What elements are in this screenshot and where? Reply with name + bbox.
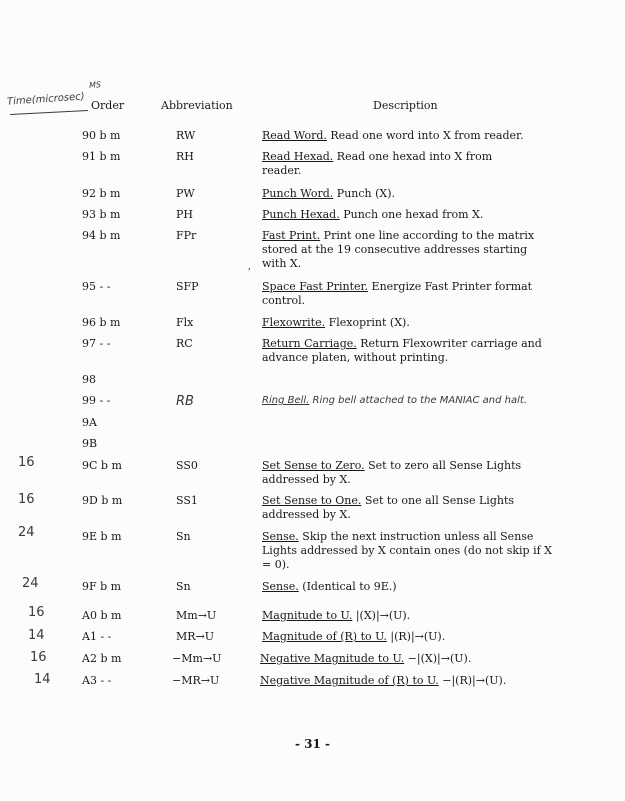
description — [262, 394, 602, 408]
abbreviation: −Mm→U — [172, 652, 222, 665]
description-text: Read one hexad into X from reader. — [262, 150, 493, 177]
description-title: Space Fast Printer. — [262, 280, 369, 293]
description — [260, 652, 560, 666]
abbreviation: −MR→U — [172, 674, 220, 687]
description — [262, 580, 562, 594]
description-text: Set to zero all Sense Lights addressed by X. — [262, 459, 522, 486]
description — [262, 208, 562, 222]
abbreviation: FPr — [176, 229, 197, 242]
description-text: |(R)|→(U). — [386, 630, 446, 643]
description — [262, 280, 537, 308]
stray-mark: , — [248, 262, 251, 272]
description-title: Punch Hexad. — [262, 208, 340, 221]
abbreviation: RH — [176, 150, 194, 163]
description-title: Magnitude to U. — [262, 609, 353, 622]
description-text: Return Flexowriter carriage and advance platen, without printing. — [262, 337, 542, 364]
handwritten-time-note: 16 — [18, 455, 35, 470]
column-header-description: Description — [373, 99, 438, 112]
description — [260, 674, 560, 688]
order-code: 98 — [82, 373, 96, 386]
abbreviation: SFP — [176, 280, 199, 293]
handwritten-time-note: 24 — [22, 576, 39, 591]
description-text: −|(X)|→(U). — [404, 652, 472, 665]
order-code: 96 b m — [82, 316, 121, 329]
order-code: A3 - - — [82, 674, 112, 687]
description-title: Negative Magnitude of (R) to U. — [260, 674, 439, 687]
order-code: A1 - - — [82, 630, 112, 643]
order-code: 9B — [82, 437, 98, 450]
description-title: Negative Magnitude to U. — [260, 652, 405, 665]
handwritten-unit: MS — [88, 80, 102, 90]
order-code: 94 b m — [82, 229, 121, 242]
handwritten-time-note: 16 — [18, 492, 35, 507]
abbreviation: Sn — [176, 530, 191, 543]
abbreviation: PW — [176, 187, 195, 200]
handwritten-time-header — [6, 80, 102, 108]
abbreviation: SS1 — [176, 494, 198, 507]
handwritten-time-note: 16 — [30, 650, 47, 665]
description-title: Read Hexad. — [262, 150, 334, 163]
abbreviation: Flx — [176, 316, 194, 329]
order-code: 92 b m — [82, 187, 121, 200]
description-title: Sense. — [262, 580, 299, 593]
abbreviation: RC — [176, 337, 193, 350]
description — [262, 129, 562, 143]
abbreviation: RW — [176, 129, 196, 142]
description — [262, 609, 562, 623]
order-code: A0 b m — [82, 609, 122, 622]
description-text: Ring bell attached to the MANIAC and halt. — [309, 395, 528, 406]
description-text: Print one line according to the matrix stored at the 19 consecutive addresses starting with X. — [262, 229, 535, 270]
order-code: 9C b m — [82, 459, 122, 472]
description-title: Fast Print. — [262, 229, 321, 242]
description — [262, 459, 542, 487]
description-title: Punch Word. — [262, 187, 334, 200]
page-number: - 31 - — [294, 737, 330, 751]
description-text: Read one word into X from reader. — [326, 129, 524, 142]
description-title: Sense. — [262, 530, 299, 543]
description — [262, 187, 562, 201]
description-text: Flexoprint (X). — [325, 316, 410, 329]
order-code: 97 - - — [82, 337, 111, 350]
handwritten-time-note: 16 — [28, 605, 45, 620]
order-code: 99 - - — [82, 394, 111, 407]
handwritten-time-note: 14 — [28, 628, 45, 643]
order-code: 9E b m — [82, 530, 122, 543]
handwritten-time-note: 24 — [18, 525, 35, 540]
description-title: Read Word. — [262, 129, 327, 142]
description-text: Energize Fast Printer format control. — [262, 280, 533, 307]
description — [262, 494, 552, 522]
description-title: Flexowrite. — [262, 316, 326, 329]
description — [262, 337, 552, 365]
handwritten-time-note: 14 — [34, 672, 51, 687]
order-code: 9F b m — [82, 580, 122, 593]
description-text: −|(R)|→(U). — [438, 674, 507, 687]
abbreviation: Mm→U — [176, 609, 217, 622]
order-code: 90 b m — [82, 129, 121, 142]
description-title: Magnitude of (R) to U. — [262, 630, 387, 643]
abbreviation: SS0 — [176, 459, 198, 472]
description — [262, 630, 562, 644]
column-header-abbreviation: Abbreviation — [161, 99, 233, 112]
description-text: (Identical to 9E.) — [298, 580, 397, 593]
description — [262, 229, 552, 271]
description-text: Set to one all Sense Lights addressed by X. — [262, 494, 515, 521]
description-text: Punch one hexad from X. — [339, 208, 484, 221]
description — [262, 316, 562, 330]
description-text: |(X)|→(U). — [352, 609, 411, 622]
description — [262, 150, 532, 178]
description-title: Ring Bell. — [262, 395, 310, 406]
abbreviation: PH — [176, 208, 193, 221]
description-text: Skip the next instruction unless all Sense Lights addressed by X contain ones (do not skip if X = 0). — [262, 530, 553, 571]
column-header-order: Order — [91, 99, 125, 112]
description — [262, 530, 552, 572]
handwritten-underline — [10, 110, 88, 115]
order-code: 93 b m — [82, 208, 121, 221]
description-title: Set Sense to Zero. — [262, 459, 365, 472]
abbreviation: RB — [176, 394, 194, 409]
order-code: A2 b m — [82, 652, 122, 665]
abbreviation: Sn — [176, 580, 191, 593]
description-text: Punch (X). — [333, 187, 396, 200]
description-title: Set Sense to One. — [262, 494, 362, 507]
abbreviation: MR→U — [176, 630, 215, 643]
handwritten-time-label: Time(microsec) — [6, 91, 85, 108]
order-code: 9A — [82, 416, 97, 429]
order-code: 9D b m — [82, 494, 123, 507]
order-code: 91 b m — [82, 150, 121, 163]
description-title: Return Carriage. — [262, 337, 357, 350]
order-code: 95 - - — [82, 280, 111, 293]
